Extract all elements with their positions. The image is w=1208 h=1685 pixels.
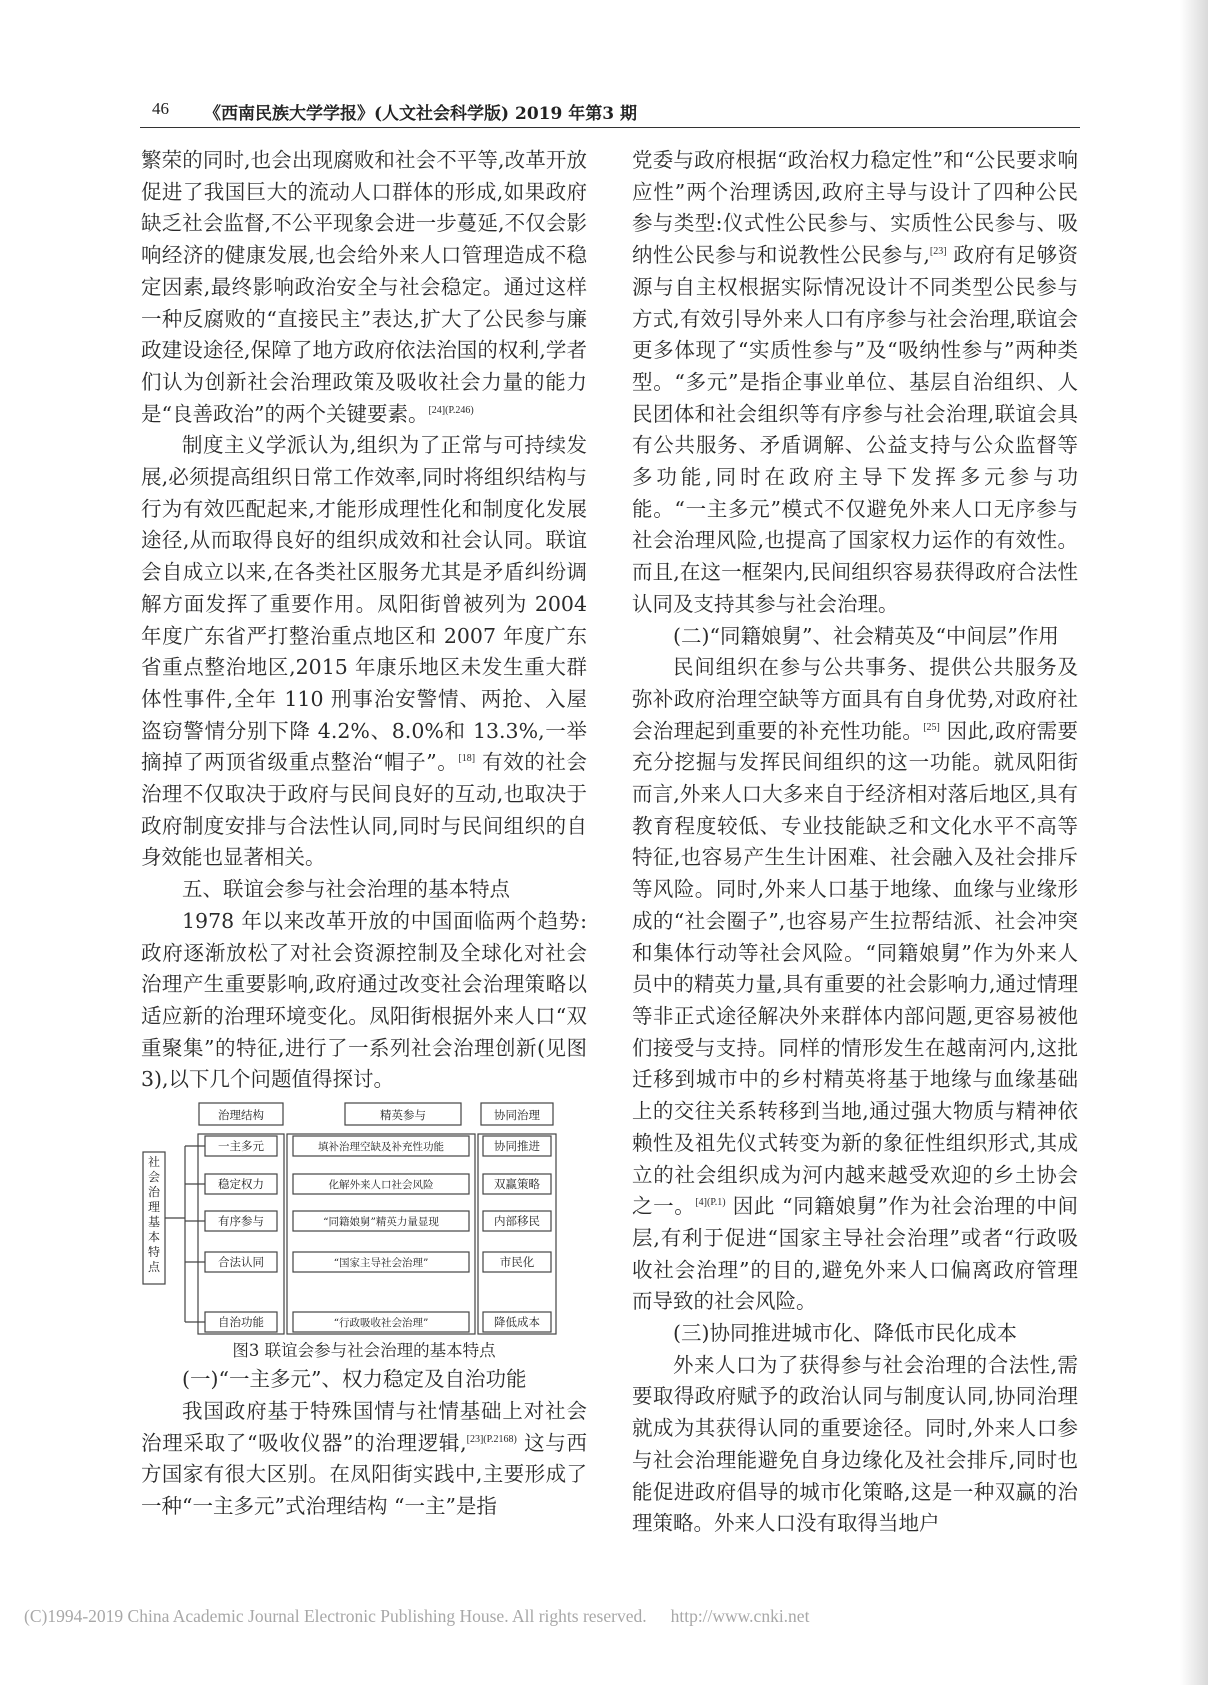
diagram-node: 一主多元 [218, 1139, 264, 1154]
figure-diagram [141, 1100, 587, 1336]
diagram-node: 协同推进 [494, 1139, 540, 1154]
paragraph: 民间组织在参与公共事务、提供公共服务及弥补政府治理空缺等方面具有自身优势,对政府社会治理起到重要的补充性功能。[25] 因此,政府需要充分挖掘与发挥民间组织的这一功能。就凤阳街而言,外来人口大多来自于经济相对落后地区,具有教育程度较低、专业技能缺乏和文化水平不高等特征,也容易产生生计困难、社会融入及社会排斥等风险。同时,外来人口基于地缘、血缘与业缘形成的“社会圈子”,也容易产生拉帮结派、社会冲突和集体行动等社会风险。“同籍娘舅”作为外来人员中的精英力量,具有重要的社会影响力,通过情理等非正式途径解决外来群体内部问题,更容易被他们接受与支持。同样的情形发生在越南河内,这批迁移到城市中的乡村精英将基于地缘与血缘基础上的交往关系转移到当地,通过强大物质与精神依赖性及祖先仪式转变为新的象征性组织形式,其成立的社会组织成为河内越来越受欢迎的乡土协会之一。$^{[4](P.1)}$ 因此 “同籍娘舅”作为社会治理的中间层,有利于促进“国家主导社会治理”或者“行政吸收社会治理”的目的,避免外来人口偏离政府管理而导致的社会风险。 [632, 655, 1079, 1314]
left-column [141, 145, 587, 1523]
citation: [4](P.1) [695, 1197, 726, 1209]
paragraph: 我国政府基于特殊国情与社情基础上对社会治理采取了“吸收仪器”的治理逻辑,$^{[23](P.2168)}$ 这与西方国家有很大区别。在凤阳街实践中,主要形成了一种“一主多元”式治理结构 “一主”是指 [141, 1398, 587, 1518]
diagram-node: 填补治理空缺及补充性功能 [318, 1141, 444, 1154]
group-frame [478, 1134, 556, 1334]
diagram-node: 稳定权力 [218, 1177, 264, 1192]
copyright-footer [24, 1606, 1184, 1627]
running-header [140, 97, 1080, 128]
right-column [632, 145, 1078, 1540]
group-frame [198, 1134, 284, 1334]
paragraph: 外来人口为了获得参与社会治理的合法性,需要取得政府赋予的政治认同与制度认同,协同治理就成为其获得认同的重要途径。同时,外来人口参与社会治理能避免自身边缘化及社会排斥,同时也能促进政府倡导的城市化策略,这是一种双赢的治理策略。外来人口没有取得当地户 [632, 1352, 1078, 1536]
citation: [18] [458, 753, 476, 765]
paragraph: 党委与政府根据“政治权力稳定性”和“公民要求响应性”两个治理诱因,政府主导与设计了四种公民参与类型:仪式性公民参与、实质性公民参与、吸纳性公民参与和说教性公民参与,[23] 政府有足够资源与自主权根据实际情况设计不同类型公民参与方式,有效引导外来人口有序参与社会治理,联谊会更多体现了“实质性参与”及“吸纳性参与”两种类型。“多元”是指企事业单位、基层自治组织、人民团体和社会组织等有序参与社会治理,联谊会具有公共服务、矛盾调解、公益支持与公众监督等多功能,同时在政府主导下发挥多元参与功能。“一主多元”模式不仅避免外来人口无序参与社会治理风险,也提高了国家权力运作的有效性。而且,在这一框架内,民间组织容易获得政府合法性认同及支持其参与社会治理。 [632, 148, 1078, 616]
diagram-node: “行政吸收社会治理” [333, 1317, 429, 1330]
paragraph: 1978 年以来改革开放的中国面临两个趋势:政府逐渐放松了对社会资源控制及全球化对社会治理产生重要影响,政府通过改变社会治理策略以适应新的治理环境变化。凤阳街根据外来人口“双重聚集”的特征,进行了一系列社会治理创新(见图 3),以下几个问题值得探讨。 [141, 908, 587, 1092]
diagram-node: 双赢策略 [494, 1177, 540, 1192]
subsection-heading: (一)“一主多元”、权力稳定及自治功能 [182, 1367, 527, 1392]
citation: [23](P.2168) [466, 1433, 517, 1445]
diagram-node: 市民化 [499, 1255, 535, 1270]
diagram-node: 降低成本 [494, 1315, 540, 1330]
copyright-text: (C)1994-2019 China Academic Journal Electronic Publishing House. All rights reserved. [24, 1606, 647, 1626]
column-header: 协同治理 [494, 1108, 540, 1123]
citation: [25] [923, 721, 940, 733]
subsection-heading: (二)“同籍娘舅”、社会精英及“中间层”作用 [673, 623, 1059, 648]
journal-title: 《西南民族大学学报》(人文社会科学版) 2019 年第3 期 [204, 104, 637, 124]
section-heading: 五、联谊会参与社会治理的基本特点 [182, 877, 510, 902]
subsection-heading: (三)协同推进城市化、降低市民化成本 [673, 1321, 1017, 1346]
diagram-node: 内部移民 [494, 1214, 540, 1229]
citation: [24](P.246) [428, 404, 474, 416]
diagram-node: “国家主导社会治理” [333, 1257, 429, 1270]
citation: [23] [929, 246, 947, 258]
column-header: 治理结构 [218, 1108, 264, 1123]
root-node-label: 社会治理基本特点 [147, 1155, 161, 1275]
footer-url[interactable]: http://www.cnki.net [670, 1606, 810, 1626]
diagram-node: 有序参与 [218, 1214, 264, 1229]
paragraph: 制度主义学派认为,组织为了正常与可持续发展,必须提高组织日常工作效率,同时将组织结构与行为有效匹配起来,才能形成理性化和制度化发展途径,从而取得良好的组织成效和社会认同。联谊会自成立以来,在各类社区服务尤其是矛盾纠纷调解方面发挥了重要作用。凤阳街曾被列为 2004 年度广东省严打整治重点地区和 2007 年度广东省重点整治地区,2015 年康乐地区未发生重大群体性事件,全年 110 刑事治安警情、两抢、入屋盗窃警情分别下降 4.2%、8.0%和 13.3%,一举摘掉了两顶省级重点整治“帽子”。[18] 有效的社会治理不仅取决于政府与民间良好的互动,也取决于政府制度安排与合法性认同,同时与民间组织的自身效能也显著相关。 [141, 433, 587, 870]
group-frame [287, 1134, 475, 1334]
diagram-node: “同籍娘舅”精英力量显现 [323, 1216, 439, 1229]
paragraph: 繁荣的同时,也会出现腐败和社会不平等,改革开放促进了我国巨大的流动人口群体的形成,如果政府缺乏社会监督,不公平现象会进一步蔓延,不仅会影响经济的健康发展,也会给外来人口管理造成不稳定因素,最终影响政治安全与社会稳定。通过这样一种反腐败的“直接民主”表达,扩大了公民参与廉政建设途径,保障了地方政府依法治国的权利,学者们认为创新社会治理政策及吸收社会力量的能力是“良善政治”的两个关键要素。$^{[24](P.246)}$ [141, 148, 587, 426]
diagram-node: 化解外来人口社会风险 [328, 1179, 434, 1192]
page-number: 46 [152, 99, 169, 118]
diagram-node: 合法认同 [218, 1255, 264, 1270]
figure-caption: 图3 联谊会参与社会治理的基本特点 [232, 1341, 496, 1361]
column-header: 精英参与 [380, 1108, 426, 1123]
diagram-node: 自治功能 [218, 1315, 264, 1330]
figure-3 [141, 1100, 587, 1336]
